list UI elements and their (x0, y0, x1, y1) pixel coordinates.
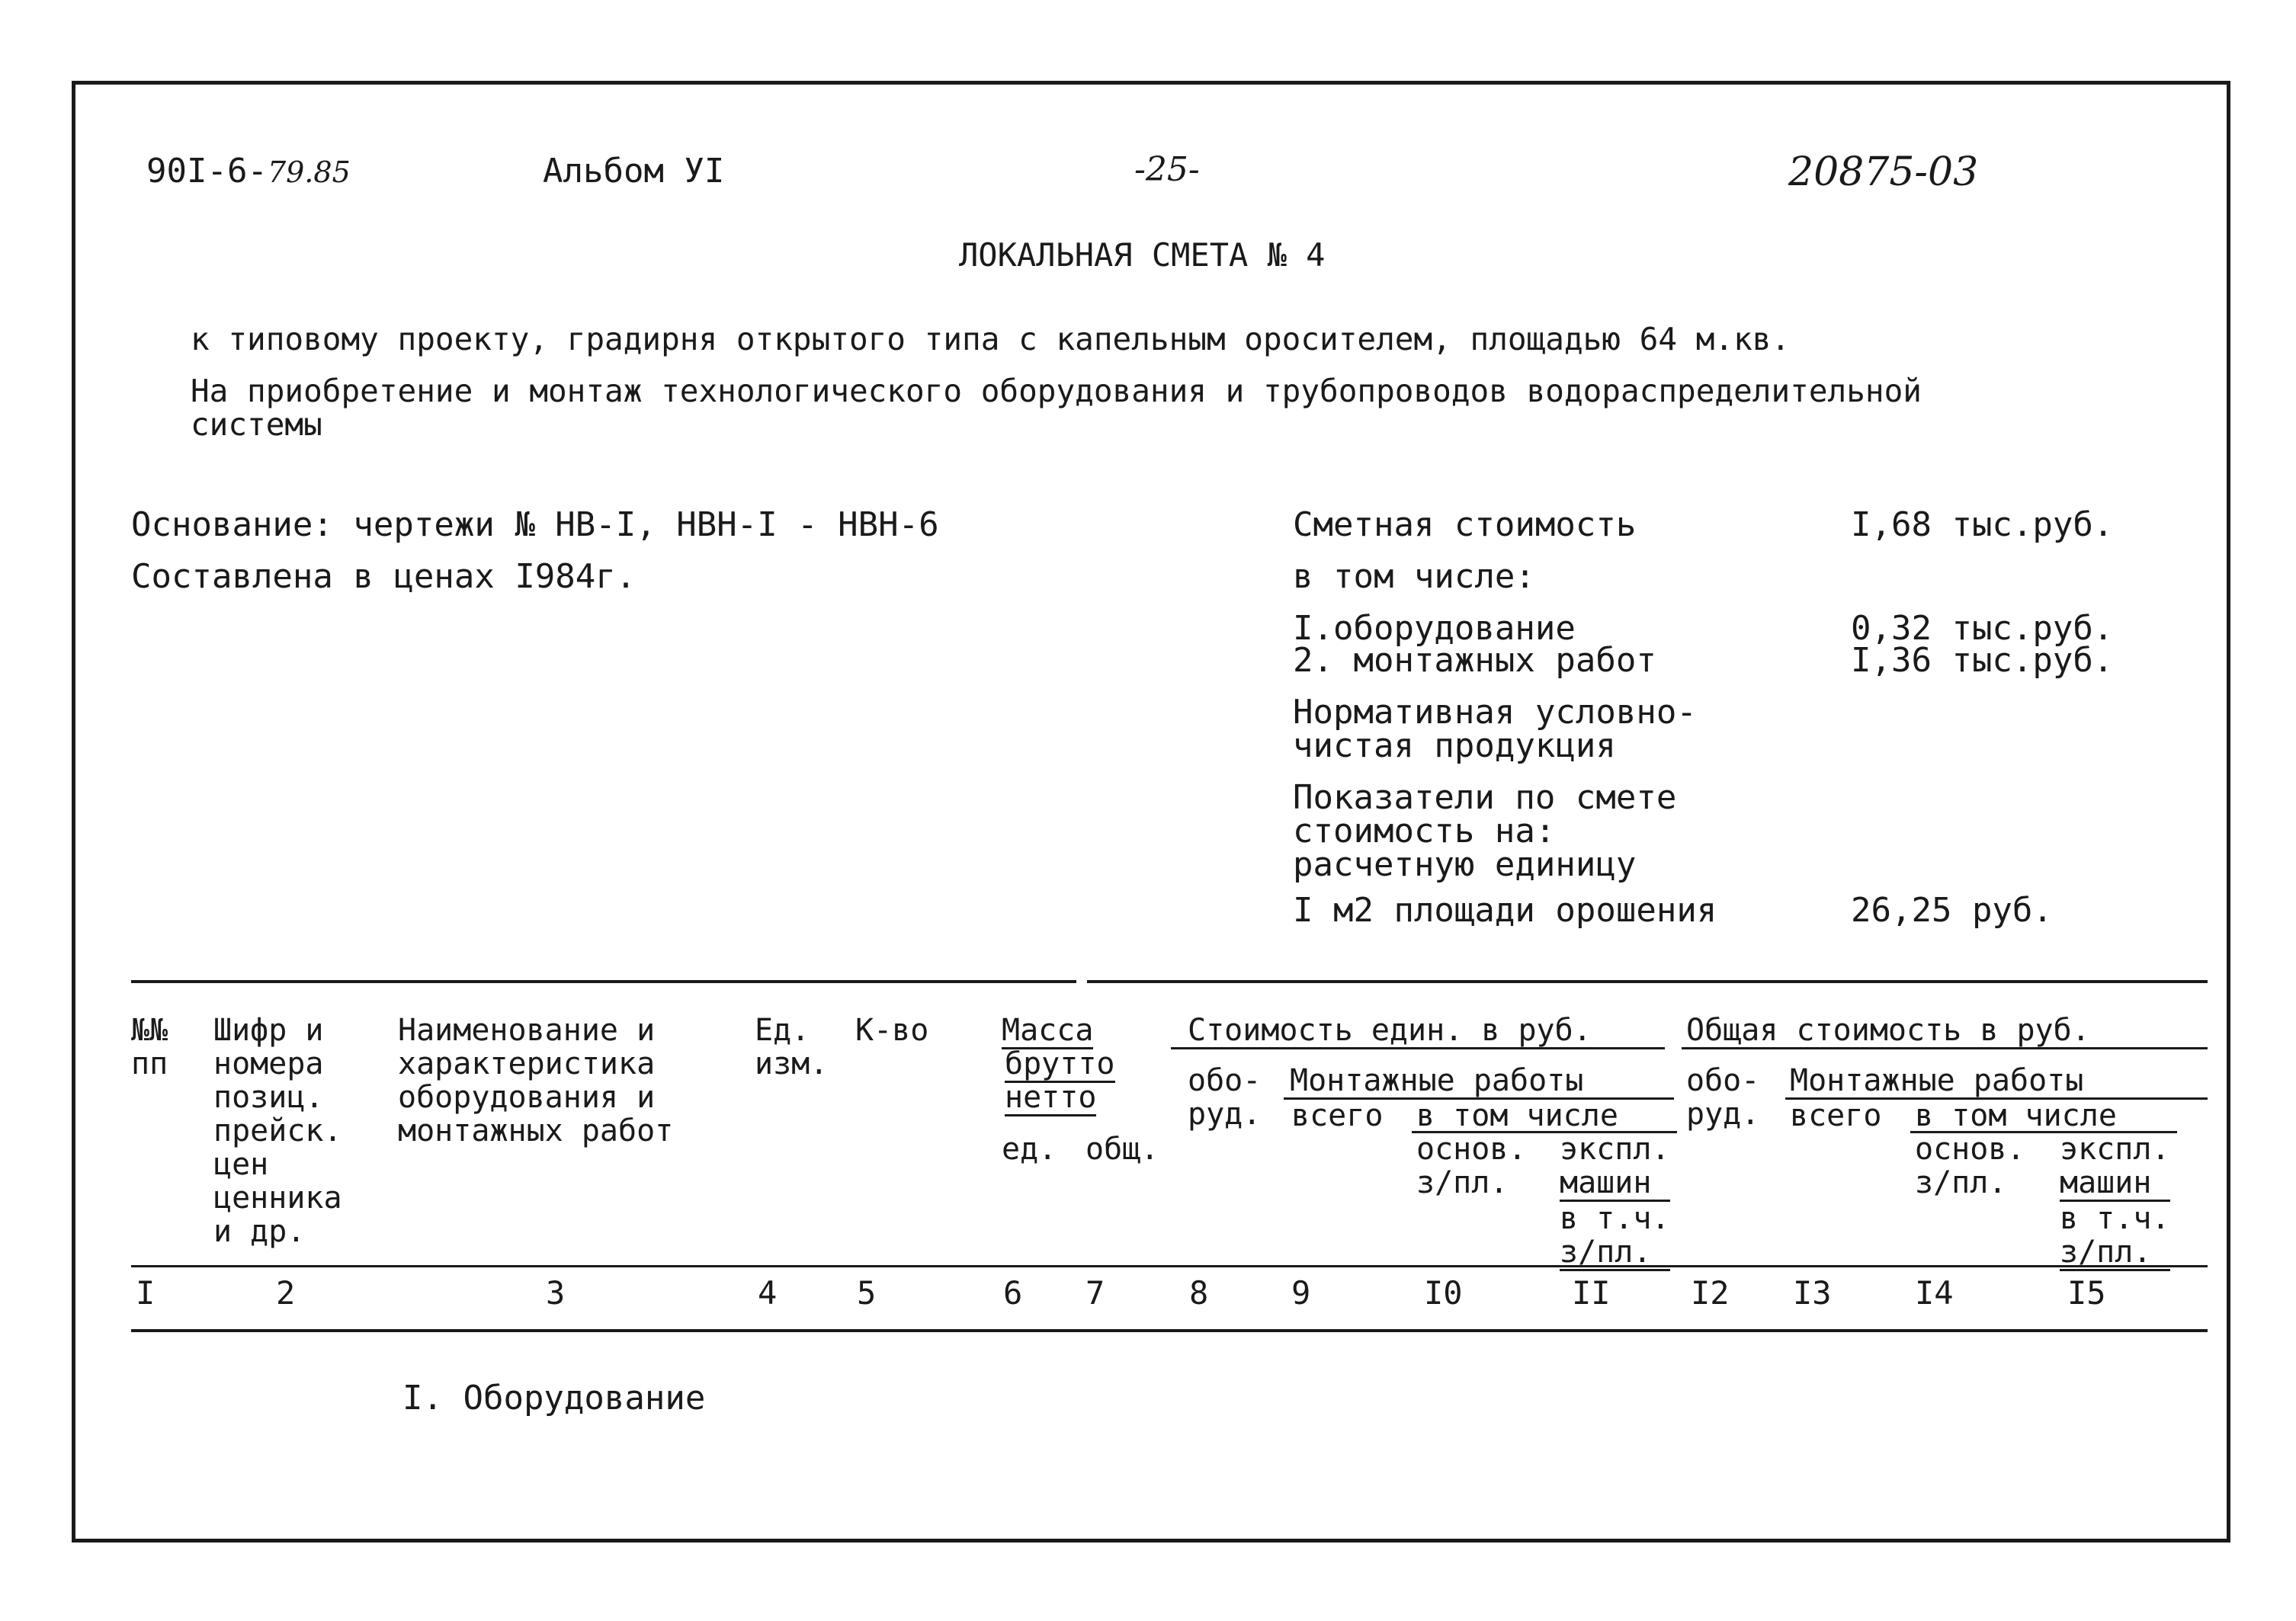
col-code-header-line-4: прейск. (213, 1113, 342, 1148)
col-number-1: I (136, 1274, 156, 1312)
unit-cost-equipment-line-2: руд. (1188, 1097, 1262, 1132)
col-number-14: I4 (1915, 1274, 1954, 1312)
indicators-line-1: Показатели по смете (1293, 778, 1677, 817)
unit-cost-group-underline (1171, 1047, 1665, 1049)
col-number-2: 2 (276, 1274, 296, 1312)
unit-cost-equipment-line-1: обо- (1188, 1063, 1262, 1098)
col-unit-header-line-1: Ед. (755, 1013, 810, 1048)
col-number-3: 3 (546, 1274, 566, 1312)
unit-machine-header (1560, 1132, 1670, 1271)
unit-basic-wage-line-1: основ. (1416, 1132, 1527, 1167)
indicators-line-2: стоимость на: (1293, 812, 1556, 851)
total-machine-wage-line-1: в т.ч. (2060, 1201, 2170, 1236)
col-number-4: 4 (758, 1274, 778, 1312)
unit-basic-wage-header (1416, 1132, 1527, 1200)
doc-code-print: 90I-6- (146, 152, 268, 191)
col-number-11: II (1572, 1274, 1611, 1312)
total-machine-header (2060, 1132, 2170, 1271)
col-number-6: 6 (1003, 1274, 1023, 1312)
unit-machine-wage-line-2: з/пл. (1560, 1235, 1670, 1271)
basis-drawings: Основание: чертежи № НВ-I, НВН-I - НВН-6 (131, 505, 939, 544)
col-name-header (398, 1014, 673, 1148)
col-number-8: 8 (1189, 1274, 1209, 1312)
page-frame (72, 81, 2230, 1543)
total-machine-line-1: экспл. (2060, 1132, 2170, 1167)
col-code-header-line-2: номера (213, 1046, 324, 1081)
total-cost-equipment-line-2: руд. (1686, 1097, 1760, 1132)
total-basic-wage-header (1915, 1132, 2025, 1200)
total-basic-wage-line-2: з/пл. (1915, 1165, 2007, 1200)
total-machine-wage-line-2: з/пл. (2060, 1235, 2170, 1271)
col-number-5: 5 (857, 1274, 877, 1312)
total-including-header: в том числе (1915, 1098, 2117, 1133)
total-basic-wage-line-1: основ. (1915, 1132, 2025, 1167)
per-m2-value: 26,25 руб. (1851, 891, 2053, 930)
unit-including-header: в том числе (1416, 1098, 1618, 1133)
installation-cost-value: I,36 тыс.руб. (1851, 641, 2114, 680)
section-title: I. Оборудование (402, 1379, 706, 1418)
installation-cost-label: 2. монтажных работ (1293, 641, 1656, 680)
page-number: -25- (1134, 150, 1200, 189)
total-cost-equipment-line-1: обо- (1686, 1063, 1760, 1098)
total-cost-group-header: Общая стоимость в руб. (1686, 1013, 2090, 1048)
col-number-header-line-2: пп (131, 1046, 168, 1081)
col-code-header-line-3: позиц. (213, 1080, 324, 1115)
col-number-9: 9 (1291, 1274, 1311, 1312)
unit-installation-group-header: Монтажные работы (1290, 1063, 1584, 1098)
col-code-header-line-6: ценника (213, 1181, 342, 1216)
col-quantity-header: К-во (855, 1013, 929, 1048)
estimated-cost-value: I,68 тыс.руб. (1851, 505, 2114, 544)
unit-installation-total: всего (1291, 1098, 1384, 1133)
col-unit-header (755, 1014, 828, 1081)
col-code-header (213, 1014, 342, 1248)
column-numbers-top-rule (131, 1265, 2208, 1267)
mass-header: Масса (1002, 1013, 1094, 1048)
table-top-rule-left (131, 980, 1076, 983)
equipment-cost-value: 0,32 тыс.руб. (1851, 609, 2114, 648)
unit-cost-equipment-header (1188, 1064, 1261, 1131)
col-name-header-line-4: монтажных работ (398, 1113, 674, 1148)
doc-code (146, 152, 351, 191)
doc-code-handwritten: 79.85 (267, 155, 351, 189)
total-installation-group-header: Монтажные работы (1790, 1063, 2084, 1098)
per-m2-label: I м2 площади орошения (1293, 891, 1717, 930)
col-code-header-line-1: Шифр и (213, 1013, 324, 1048)
unit-cost-group-header: Стоимость един. в руб. (1188, 1013, 1592, 1048)
table-top-rule-right (1087, 980, 2208, 983)
col-number-13: I3 (1793, 1274, 1832, 1312)
unit-machine-line-2: машин (1560, 1166, 1670, 1202)
indicators-line-3: расчетную единицу (1293, 845, 1637, 884)
col-number-12: I2 (1691, 1274, 1730, 1312)
estimated-cost-label: Сметная стоимость (1293, 505, 1637, 544)
subtitle-line-1: к типовому проекту, градирня открытого типа с капельным оросителем, площадью 64 м.кв. (191, 321, 1791, 357)
subtitle-line-2: На приобретение и монтаж технологического оборудования и трубопроводов водораспределительной (191, 373, 1922, 409)
column-numbers-bottom-rule (131, 1329, 2208, 1332)
album-label: Альбом УI (543, 152, 725, 191)
normative-line-1: Нормативная условно- (1293, 693, 1697, 732)
project-number: 20875-03 (1788, 149, 1979, 195)
col-code-header-line-5: цен (213, 1147, 269, 1182)
col-number-header-line-1: №№ (131, 1013, 168, 1048)
col-name-header-line-2: характеристика (398, 1046, 656, 1081)
mass-total: общ. (1085, 1132, 1159, 1167)
total-machine-line-2: машин (2060, 1166, 2170, 1202)
mass-netto: нетто (1005, 1080, 1097, 1115)
col-name-header-line-3: оборудования и (398, 1080, 656, 1115)
normative-line-2: чистая продукция (1293, 726, 1616, 765)
col-number-header (131, 1014, 168, 1081)
col-number-10: I0 (1424, 1274, 1463, 1312)
total-installation-total: всего (1790, 1098, 1882, 1133)
total-cost-equipment-header (1686, 1064, 1759, 1131)
col-name-header-line-1: Наименование и (398, 1013, 656, 1048)
unit-machine-line-1: экспл. (1560, 1132, 1670, 1167)
subtitle-line-3: системы (191, 406, 322, 443)
document-title: ЛОКАЛЬНАЯ СМЕТА № 4 (959, 236, 1326, 274)
col-code-header-line-7: и др. (213, 1214, 306, 1249)
unit-basic-wage-line-2: з/пл. (1416, 1165, 1509, 1200)
unit-machine-wage-line-1: в т.ч. (1560, 1201, 1670, 1236)
col-number-7: 7 (1085, 1274, 1105, 1312)
basis-prices: Составлена в ценах I984г. (131, 557, 637, 596)
mass-brutto: брутто (1005, 1046, 1115, 1081)
mass-unit: ед. (1002, 1132, 1057, 1167)
including-label: в том числе: (1293, 557, 1535, 596)
total-cost-group-underline (1682, 1047, 2208, 1049)
equipment-cost-label: I.оборудование (1293, 609, 1576, 648)
col-number-15: I5 (2067, 1274, 2106, 1312)
col-unit-header-line-2: изм. (755, 1046, 829, 1081)
